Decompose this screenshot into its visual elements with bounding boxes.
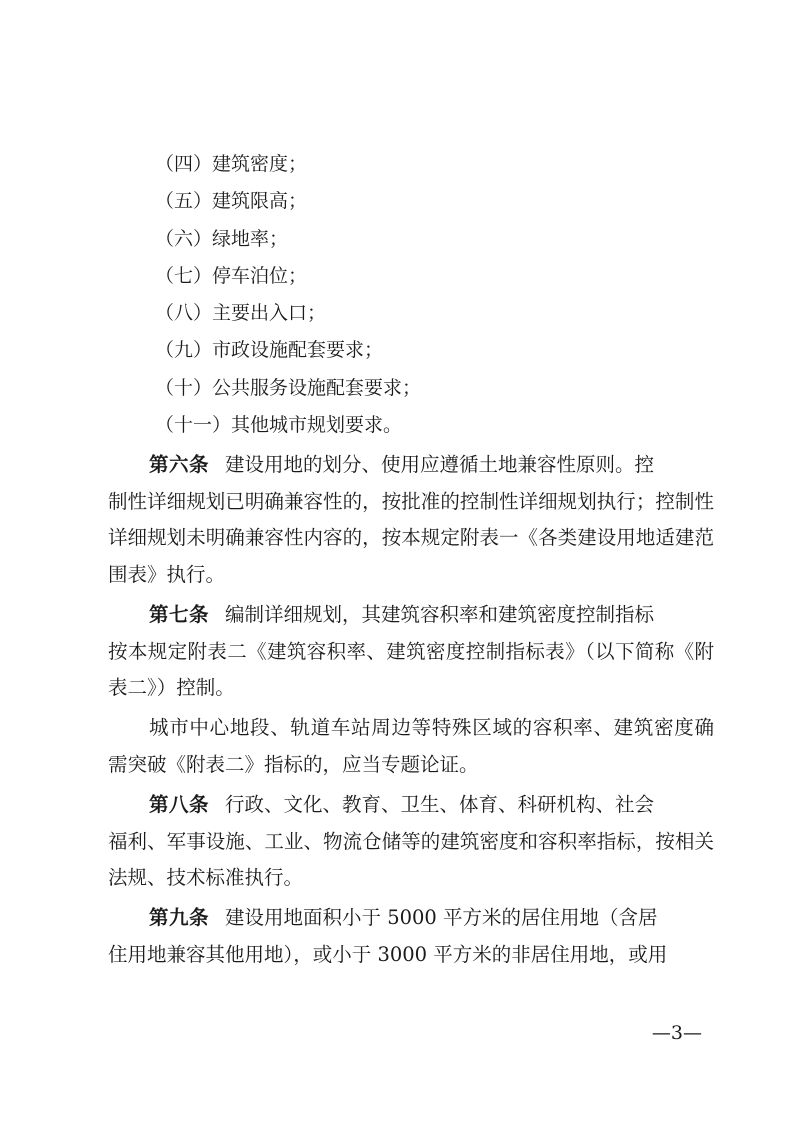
article-7-line1: 编制详细规划，其建筑容积率和建筑密度控制指标 bbox=[225, 603, 655, 626]
article-8 bbox=[108, 787, 714, 897]
article-7-label: 第七条 bbox=[149, 603, 210, 626]
article-9-label: 第九条 bbox=[149, 906, 210, 929]
list-item: （九）市政设施配套要求； bbox=[155, 339, 384, 362]
list-item: （四）建筑密度； bbox=[155, 153, 308, 175]
article-6-rest: 制性详细规划已明确兼容性的，按批准的控制性详细规划执行；控制性详细规划未明确兼容性内容的，按本规定附表一《各类建设用地适建范围表》执行。 bbox=[108, 489, 714, 586]
list-item: （七）停车泊位； bbox=[155, 264, 308, 287]
article-7-rest: 按本规定附表二《建筑容积率、建筑密度控制指标表》（以下简称《附表二》）控制。 bbox=[108, 639, 714, 699]
article-6 bbox=[108, 447, 714, 593]
requirements-list bbox=[155, 146, 421, 444]
list-item: （八）主要出入口； bbox=[155, 302, 327, 325]
article-9-first-line bbox=[108, 900, 714, 937]
article-8-line1: 行政、文化、教育、卫生、体育、科研机构、社会 bbox=[225, 793, 655, 816]
article-7 bbox=[108, 597, 714, 707]
article-8-rest: 福利、军事设施、工业、物流仓储等的建筑密度和容积率指标，按相关法规、技术标准执行。 bbox=[108, 829, 714, 889]
list-item: （五）建筑限高； bbox=[155, 190, 308, 213]
article-8-label: 第八条 bbox=[149, 793, 210, 816]
article-7-first-line bbox=[108, 597, 714, 634]
article-6-label: 第六条 bbox=[149, 453, 210, 476]
article-8-first-line bbox=[108, 787, 714, 824]
article-6-line1: 建设用地的划分、使用应遵循土地兼容性原则。控 bbox=[225, 453, 655, 476]
page-number: —3— bbox=[651, 1022, 702, 1044]
list-item: （十）公共服务设施配套要求； bbox=[155, 376, 422, 399]
article-7-paragraph-2: 城市中心地段、轨道车站周边等特殊区域的容积率、建筑密度确需突破《附表二》指标的，应当专题论证。 bbox=[108, 716, 714, 776]
article-9 bbox=[108, 900, 714, 973]
article-9-rest: 住用地兼容其他用地），或小于 3000 平方米的非居住用地，或用 bbox=[108, 942, 668, 966]
list-item: （六）绿地率； bbox=[155, 227, 289, 250]
list-item: （十一）其他城市规划要求。 bbox=[155, 414, 403, 437]
article-6-first-line bbox=[108, 447, 714, 484]
article-9-line1: 建设用地面积小于 5000 平方米的居住用地（含居 bbox=[225, 906, 658, 929]
